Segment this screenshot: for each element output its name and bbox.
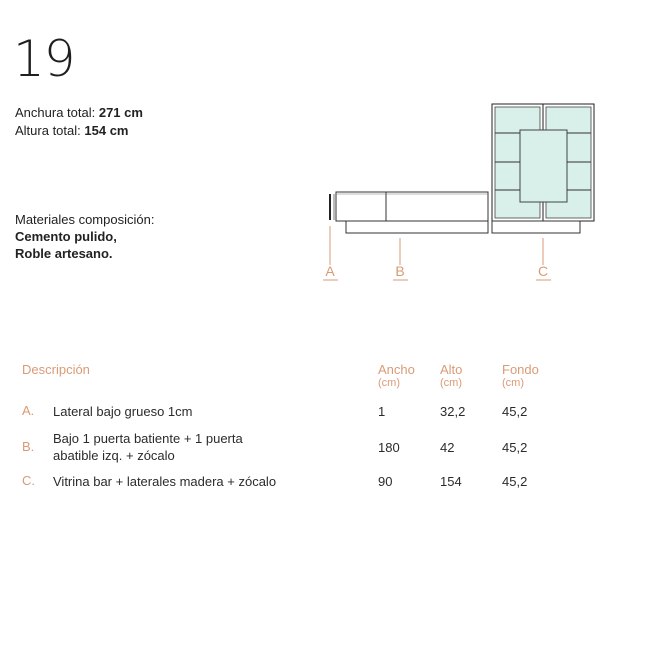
header-depth (502, 362, 539, 389)
row-letter: C. (22, 473, 35, 488)
row-letter: B. (22, 439, 35, 454)
vitrina-bar-c (492, 104, 594, 233)
row-description: Vitrina bar + laterales madera + zócalo (53, 474, 277, 489)
header-height (440, 362, 462, 389)
row-description: Bajo 1 puerta batiente + 1 puerta (53, 431, 243, 446)
header-description: Descripción (22, 362, 90, 377)
material-item: Cemento pulido, (15, 229, 117, 244)
header-height-label: Alto (440, 362, 463, 377)
row-height: 32,2 (440, 404, 466, 419)
row-depth: 45,2 (502, 404, 528, 419)
header-width-unit: (cm) (378, 377, 400, 389)
total-width-label: Anchura total: (15, 105, 96, 120)
row-width: 1 (378, 404, 386, 419)
header-depth-unit: (cm) (502, 377, 524, 389)
row-width: 180 (378, 440, 400, 455)
furniture-drawing (0, 0, 650, 300)
row-height: 42 (440, 440, 455, 455)
marker-c-label: C (537, 263, 549, 279)
lateral-panel-a (330, 194, 334, 220)
row-width: 90 (378, 474, 393, 489)
marker-a-label: A (325, 263, 335, 279)
materials-label: Materiales composición: (15, 212, 155, 227)
row-letter: A. (22, 403, 35, 418)
row-description-line2: abatible izq. + zócalo (53, 448, 175, 463)
header-height-unit: (cm) (440, 377, 462, 389)
low-cabinet-b (336, 192, 488, 233)
composition-number: 19 (13, 30, 75, 88)
marker-b (393, 238, 408, 280)
total-height-value: 154 cm (84, 123, 129, 138)
marker-b-label: B (395, 263, 405, 279)
marker-a (323, 226, 338, 280)
marker-c (536, 238, 551, 280)
material-item: Roble artesano. (15, 246, 113, 261)
header-depth-label: Fondo (502, 362, 539, 377)
row-height: 154 (440, 474, 462, 489)
header-width-label: Ancho (378, 362, 415, 377)
row-depth: 45,2 (502, 474, 528, 489)
total-width-value: 271 cm (98, 105, 143, 120)
total-height-label: Altura total: (15, 123, 81, 138)
row-description: Lateral bajo grueso 1cm (53, 404, 193, 419)
row-depth: 45,2 (502, 440, 528, 455)
header-width (378, 362, 415, 389)
